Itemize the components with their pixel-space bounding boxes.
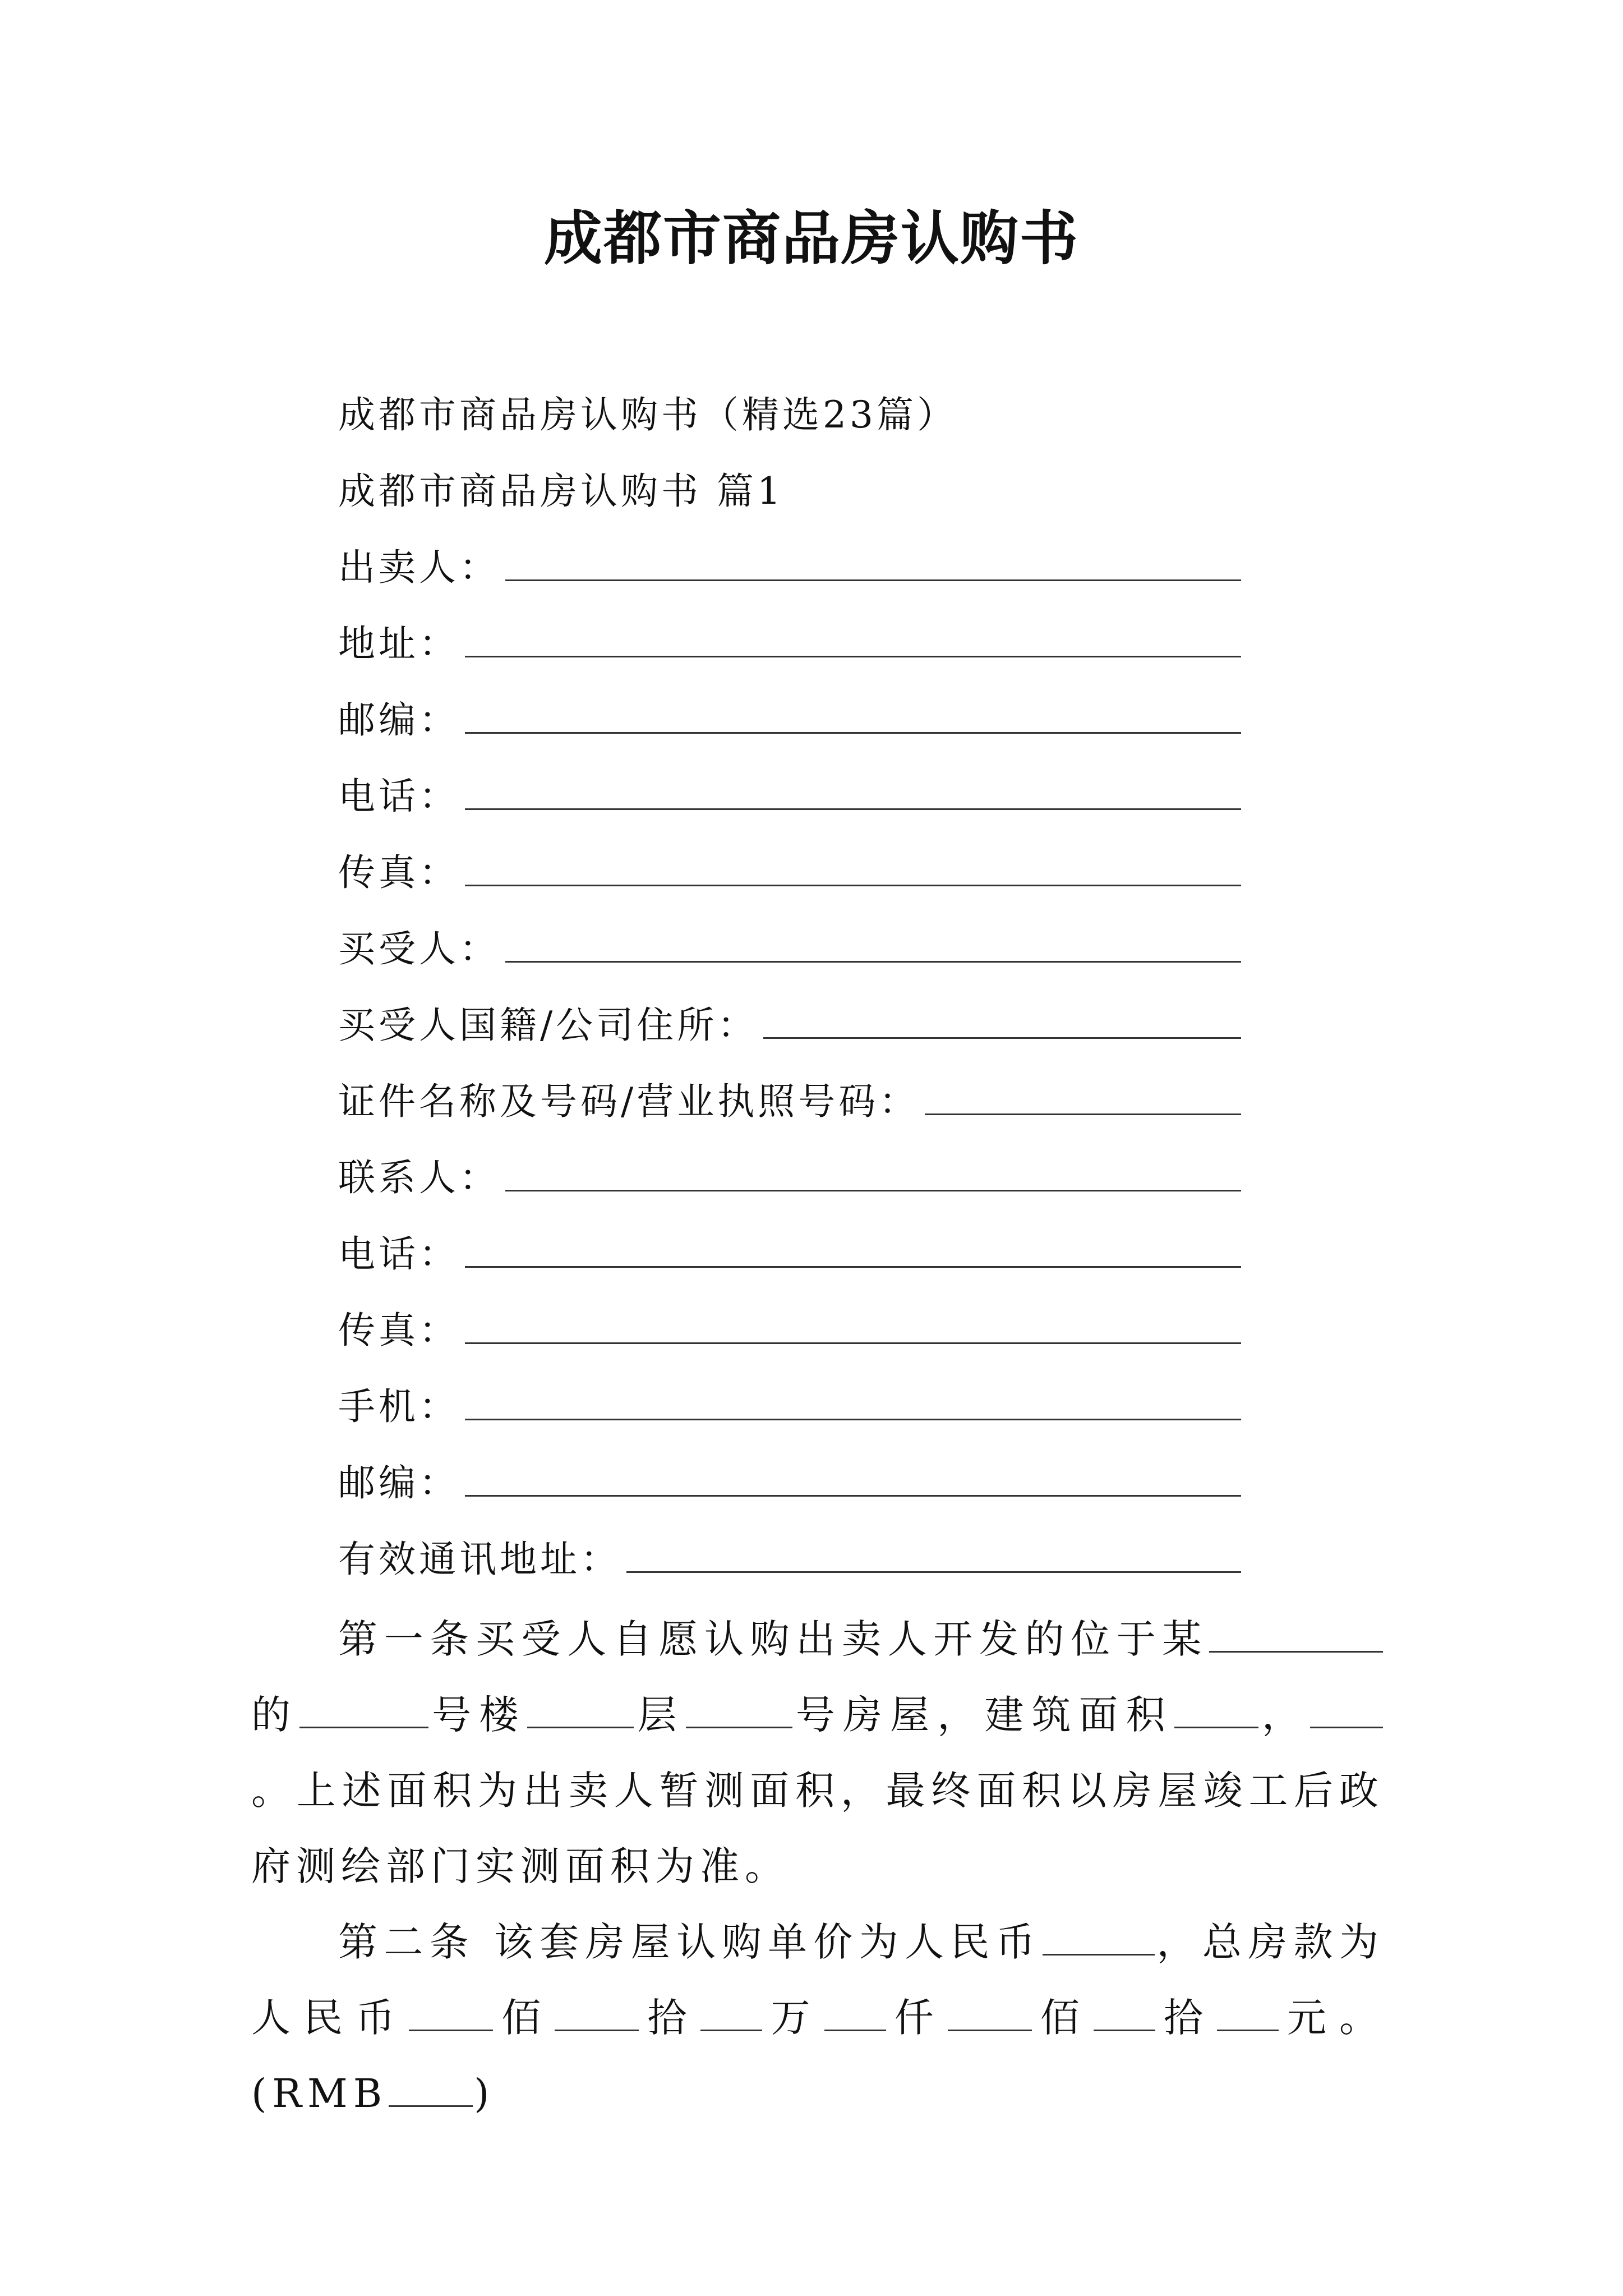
fill-in-blank[interactable] (1209, 1616, 1383, 1653)
field-label: 证件名称及号码/营业执照号码： (338, 1080, 920, 1123)
field-mailing-address (338, 1531, 1241, 1588)
article-text: 拾 (1156, 1995, 1216, 2041)
article-text: 。上述面积为出卖人暂测面积，最终面积以房屋竣工后政府测绘部门实测面积为准。 (251, 1768, 1384, 1889)
field-label: 有效通讯地址： (338, 1538, 621, 1581)
fill-in-blank[interactable] (1174, 1691, 1258, 1728)
article-text: ， (1259, 1692, 1310, 1738)
fill-in-blank[interactable] (505, 579, 1241, 581)
field-postcode (338, 692, 1241, 748)
field-label: 邮编： (338, 698, 459, 742)
fill-in-blank[interactable] (465, 732, 1241, 734)
article-text: ，总房款为人民币 (251, 1919, 1385, 2041)
field-label: 邮编： (338, 1461, 459, 1504)
field-label: 传真： (338, 1309, 459, 1352)
fill-in-blank[interactable] (1310, 1691, 1383, 1728)
fill-in-blank[interactable] (824, 1994, 886, 2031)
fill-in-blank[interactable] (527, 1691, 634, 1728)
field-buyer-nationality (338, 997, 1241, 1053)
fill-in-blank[interactable] (389, 2070, 473, 2107)
fill-in-blank[interactable] (505, 961, 1241, 963)
fill-in-blank[interactable] (409, 1994, 493, 2031)
field-address (338, 616, 1241, 672)
field-buyer (338, 921, 1241, 977)
field-label: 出卖人： (338, 546, 500, 589)
field-buyer-postcode (338, 1455, 1241, 1511)
fill-in-blank[interactable] (465, 1495, 1241, 1497)
field-fax (338, 845, 1241, 901)
article-text: 第二条 该套房屋认购单价为人民币 (338, 1919, 1042, 1965)
field-contact (338, 1150, 1241, 1206)
document-subtitle: 成都市商品房认购书（精选23篇） (338, 393, 957, 436)
section-heading: 成都市商品房认购书 篇1 (338, 470, 784, 513)
field-buyer-fax (338, 1303, 1241, 1359)
field-label: 地址： (338, 622, 459, 665)
article-text: 仟 (887, 1995, 947, 2041)
fill-in-blank[interactable] (465, 1419, 1241, 1420)
field-label: 电话： (338, 1232, 459, 1276)
field-mobile (338, 1379, 1241, 1435)
article-text: 的 (251, 1692, 299, 1738)
field-id-number (338, 1074, 1241, 1130)
field-label: 买受人： (338, 927, 500, 970)
fill-in-blank[interactable] (465, 808, 1241, 810)
article-text: 第一条买受人自愿认购出卖人开发的位于某 (338, 1616, 1208, 1662)
fill-in-blank[interactable] (555, 1994, 639, 2031)
fill-in-blank[interactable] (1217, 1994, 1279, 2031)
fill-in-blank[interactable] (1094, 1994, 1155, 2031)
field-label: 手机： (338, 1385, 459, 1428)
field-label: 买受人国籍/公司住所： (338, 1004, 758, 1047)
article-text: 元。(RMB (251, 1995, 1385, 2116)
article-text: 拾 (640, 1995, 700, 2041)
fill-in-blank[interactable] (465, 1266, 1241, 1268)
field-label: 电话： (338, 775, 459, 818)
article-text: ) (474, 2070, 495, 2116)
field-seller (338, 540, 1241, 596)
field-phone (338, 769, 1241, 825)
article-text: 佰 (494, 1995, 554, 2041)
fill-in-blank[interactable] (465, 885, 1241, 886)
article-text: 号楼 (430, 1692, 527, 1738)
article-2-paragraph (251, 1904, 1384, 2132)
fill-in-blank[interactable] (948, 1994, 1032, 2031)
article-text: 层 (635, 1692, 685, 1738)
fill-in-blank[interactable] (763, 1037, 1241, 1039)
field-buyer-phone (338, 1226, 1241, 1282)
fill-in-blank[interactable] (465, 656, 1241, 657)
article-1-paragraph (251, 1602, 1384, 1904)
fill-in-blank[interactable] (1043, 1918, 1155, 1955)
article-text: 佰 (1032, 1995, 1092, 2041)
article-text: 号房屋，建筑面积 (793, 1692, 1173, 1738)
field-label: 传真： (338, 851, 459, 894)
fill-in-blank[interactable] (626, 1571, 1241, 1573)
fill-in-blank[interactable] (686, 1691, 792, 1728)
article-text: 万 (763, 1995, 823, 2041)
document-title: 成都市商品房认购书 (543, 204, 1079, 273)
fill-in-blank[interactable] (925, 1114, 1241, 1115)
fill-in-blank[interactable] (465, 1342, 1241, 1344)
fill-in-blank[interactable] (299, 1691, 428, 1728)
fill-in-blank[interactable] (505, 1190, 1241, 1191)
fill-in-blank[interactable] (700, 1994, 762, 2031)
field-label: 联系人： (338, 1156, 500, 1199)
